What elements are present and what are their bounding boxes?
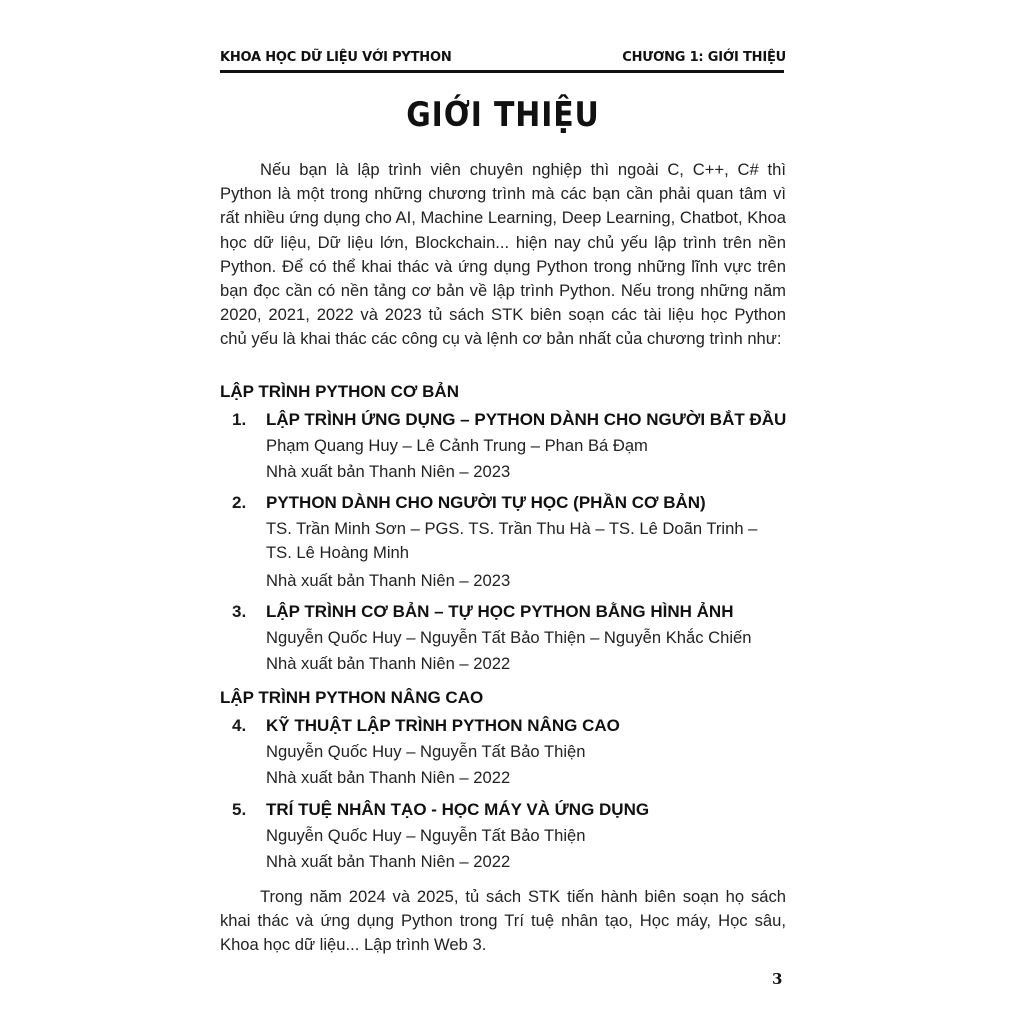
book-number: 1. <box>232 410 247 429</box>
header-chapter-title: CHƯƠNG 1: GIỚI THIỆU <box>622 50 786 65</box>
book-number: 2. <box>232 493 247 512</box>
intro-paragraph: Nếu bạn là lập trình viên chuyên nghiệp thì ngoài C, C++, C# thì Python là một trong những chương trình mà các bạn cần phải quan tâm vì rất nhiều ứng dụng cho AI, Machine Learning, Deep Learning, Chatbot, Khoa học dữ liệu, Dữ liệu lớn, Blockchain... hiện nay chủ yếu lập trình trên nền Python. Để có thể khai thác và ứng dụng Python trong những lĩnh vực trên bạn đọc cần có nền tảng cơ bản về lập trình Python. Nếu trong những năm 2020, 2021, 2022 và 2023 tủ sách STK biên soạn các tài liệu học Python chủ yếu là khai thác các công cụ và lệnh cơ bản nhất của chương trình như: <box>220 160 786 349</box>
book-number: 3. <box>232 602 247 621</box>
page-number: 3 <box>772 970 783 988</box>
book-authors: Nguyễn Quốc Huy – Nguyễn Tất Bảo Thiện <box>266 826 586 845</box>
closing-paragraph: Trong năm 2024 và 2025, tủ sách STK tiến hành biên soạn họ sách khai thác và ứng dụng Python trong Trí tuệ nhân tạo, Học máy, Học sâu, Khoa học dữ liệu... Lập trình Web 3. <box>220 887 786 955</box>
book-authors: TS. Trần Minh Sơn – PGS. TS. Trần Thu Hà – TS. Lê Doãn Trinh – TS. Lê Hoàng Minh <box>266 519 758 562</box>
header-book-title: KHOA HỌC DỮ LIỆU VỚI PYTHON <box>220 50 452 65</box>
running-header <box>220 48 786 68</box>
book-publisher: Nhà xuất bản Thanh Niên – 2023 <box>266 571 511 590</box>
book-authors: Nguyễn Quốc Huy – Nguyễn Tất Bảo Thiện <box>266 742 586 761</box>
header-rule <box>220 70 784 73</box>
book-publisher: Nhà xuất bản Thanh Niên – 2022 <box>266 768 511 787</box>
book-authors: Phạm Quang Huy – Lê Cảnh Trung – Phan Bá Đạm <box>266 436 648 455</box>
book-title: LẬP TRÌNH ỨNG DỤNG – PYTHON DÀNH CHO NGƯỜI BẮT ĐẦU <box>266 410 787 429</box>
book-number: 4. <box>232 716 247 735</box>
book-publisher: Nhà xuất bản Thanh Niên – 2022 <box>266 654 511 673</box>
book-title: PYTHON DÀNH CHO NGƯỜI TỰ HỌC (PHẦN CƠ BẢN) <box>266 493 706 512</box>
book-publisher: Nhà xuất bản Thanh Niên – 2022 <box>266 852 511 871</box>
book-authors: Nguyễn Quốc Huy – Nguyễn Tất Bảo Thiện – Nguyễn Khắc Chiến <box>266 628 752 647</box>
book-title: TRÍ TUỆ NHÂN TẠO - HỌC MÁY VÀ ỨNG DỤNG <box>266 800 650 819</box>
book-title: LẬP TRÌNH CƠ BẢN – TỰ HỌC PYTHON BẰNG HÌNH ẢNH <box>266 602 734 621</box>
book-publisher: Nhà xuất bản Thanh Niên – 2023 <box>266 462 511 481</box>
section-heading-basic: LẬP TRÌNH PYTHON CƠ BẢN <box>220 382 459 401</box>
section-heading-advanced: LẬP TRÌNH PYTHON NÂNG CAO <box>220 688 484 707</box>
page-title: GIỚI THIỆU <box>406 95 600 135</box>
book-title: KỸ THUẬT LẬP TRÌNH PYTHON NÂNG CAO <box>266 716 620 735</box>
book-number: 5. <box>232 800 247 819</box>
